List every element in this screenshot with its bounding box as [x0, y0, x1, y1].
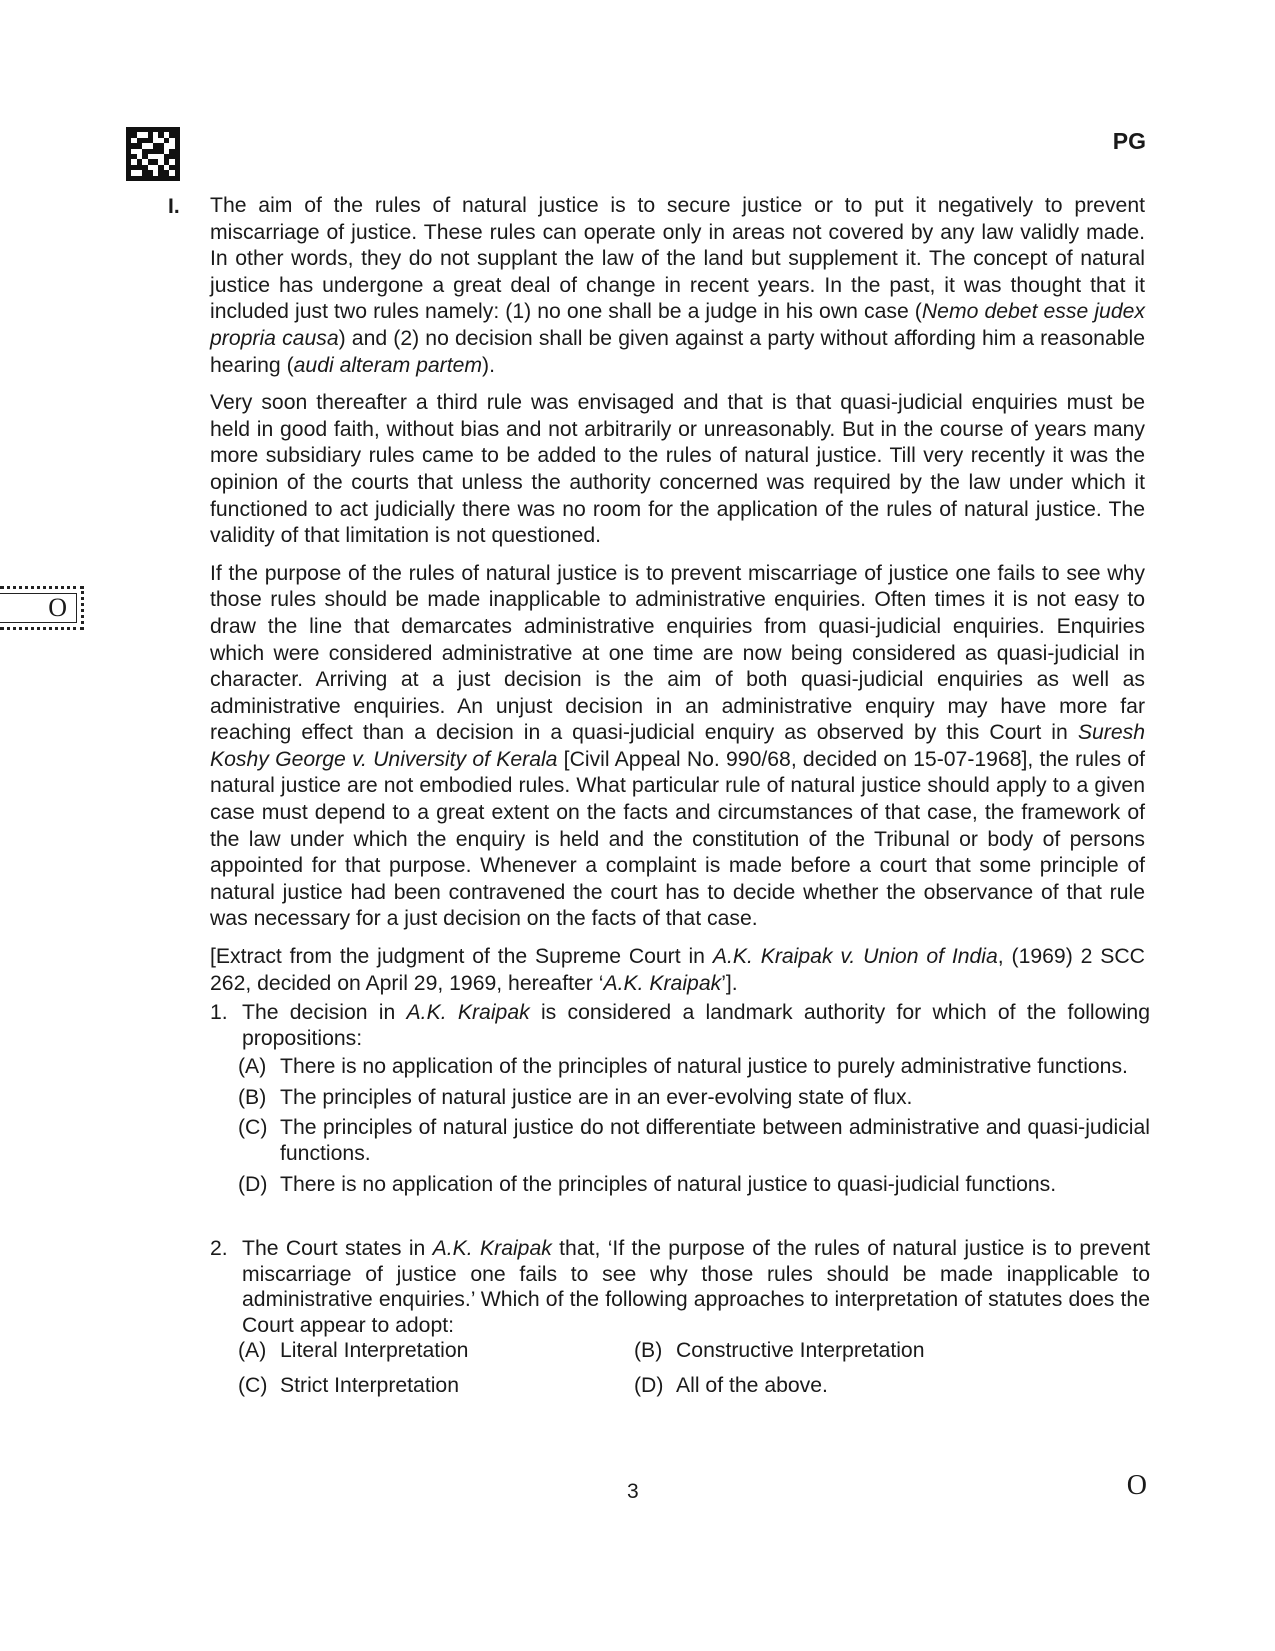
datamatrix-code-icon: [126, 127, 180, 181]
option-label: (D): [634, 1373, 664, 1397]
option-a[interactable]: [238, 1054, 1150, 1080]
side-marker-letter: O: [48, 593, 67, 622]
option-label: (B): [634, 1339, 663, 1363]
option-text: Constructive Interpretation: [676, 1339, 925, 1363]
option-label: (B): [238, 1085, 267, 1109]
passage-citation: [210, 944, 1145, 997]
p1-latin-maxim-2: audi alteram partem: [293, 353, 483, 377]
citation-text-a: [Extract from the judgment of the Supreme Court in: [210, 945, 713, 969]
option-a[interactable]: [238, 1338, 634, 1364]
p3-text-a: If the purpose of the rules of natural justice is to prevent miscarriage of justice one fails to see why those rules should be made inapplicable to administrative enquiries. Often times it is not easy to draw the line that demarcates administrative enquiries from quasi-judicial enquiries. Enquiries which were considered administrative at one time are now being considered as quasi-judicial in character. Arriving at a just decision is the aim of both quasi-judicial enquiries as well as administrative enquiries. An unjust decision in an administrative enquiry may have more far reaching effect than a decision in a quasi-judicial enquiry as observed by this Court in: [210, 561, 1145, 745]
question-number: 2.: [210, 1237, 228, 1260]
p1-latin-maxim-1: Nemo debet esse judex propria causa: [210, 300, 1145, 350]
passage-paragraph-3: [210, 561, 1145, 933]
citation-case-name: A.K. Kraipak v. Union of India: [712, 945, 998, 969]
question-stem: [242, 1236, 1150, 1338]
option-label: (A): [238, 1055, 267, 1079]
option-c[interactable]: [238, 1373, 634, 1399]
passage-paragraph-2: Very soon thereafter a third rule was envisaged and that is that quasi-judicial enquiries must be held in good faith, without bias and not arbitrarily or unreasonably. But in the course of years many more subsidiary rules came to be added to the rules of natural justice. Till very recently it was the opinion of the courts that unless the authority concerned was required by the law under which it functioned to act judicially there was no room for the application of the rules of natural justice. The validity of that limitation is not questioned.: [210, 391, 1145, 548]
option-text: The principles of natural justice are in an ever-evolving state of flux.: [280, 1085, 913, 1109]
option-label: (A): [238, 1339, 267, 1363]
stem-text-a: The Court states in: [242, 1237, 433, 1260]
question-2: [210, 1236, 1150, 1404]
option-text: There is no application of the principles of natural justice to purely administrative functions.: [280, 1055, 1128, 1079]
option-b[interactable]: [634, 1338, 1150, 1364]
question-stem: [242, 1000, 1150, 1051]
series-letter: O: [1126, 1470, 1147, 1501]
stem-case-name: A.K. Kraipak: [406, 1001, 530, 1024]
option-c[interactable]: [238, 1115, 1150, 1166]
option-d[interactable]: [238, 1172, 1150, 1198]
option-text: Literal Interpretation: [280, 1339, 469, 1363]
series-code: PG: [1112, 128, 1146, 154]
option-text: All of the above.: [676, 1373, 828, 1397]
option-text: The principles of natural justice do not differentiate between administrative and quasi-judicial functions.: [280, 1116, 1150, 1165]
option-text: Strict Interpretation: [280, 1373, 459, 1397]
option-label: (D): [238, 1172, 268, 1196]
p1-text-c: ).: [482, 353, 495, 377]
stem-text-b: that, ‘If the purpose of the rules of natural justice is to prevent miscarriage of justice one fails to see why those rules should be made inapplicable to administrative enquiries.’ Which of the following approaches to interpretation of statutes does the Court appear to adopt:: [242, 1237, 1150, 1337]
p1-text-a: The aim of the rules of natural justice is to secure justice or to put it negatively to prevent miscarriage of justice. These rules can operate only in areas not covered by any law validly made. In other words, they do not supplant the law of the land but supplement it. The concept of natural justice has undergone a great deal of change in recent years. In the past, it was thought that it included just two rules namely: (1) no one shall be a judge in his own case (: [210, 194, 1145, 324]
option-d[interactable]: [634, 1373, 1150, 1399]
page-number: 3: [627, 1480, 639, 1503]
stem-text-a: The decision in: [242, 1001, 407, 1024]
passage: [210, 193, 1145, 1008]
p3-text-b: [Civil Appeal No. 990/68, decided on 15-07-1968], the rules of natural justice are not embodied rules. What particular rule of natural justice should apply to a given case must depend to a great extent on the facts and circumstances of that case, the framework of the law under which the enquiry is held and the constitution of the Tribunal or body of persons appointed for that purpose. Whenever a complaint is made before a court that some principle of natural justice had been contravened the court has to decide whether the observance of that rule was necessary for a just decision on the facts of that case.: [210, 747, 1145, 931]
side-series-marker: [0, 586, 84, 630]
option-text: There is no application of the principles of natural justice to quasi-judicial functions.: [280, 1172, 1057, 1196]
option-label: (C): [238, 1373, 268, 1397]
question-number: 1.: [210, 1001, 228, 1024]
option-b[interactable]: [238, 1085, 1150, 1111]
p1-text-b: ) and (2) no decision shall be given against a party without affording him a reasonable hearing (: [210, 326, 1145, 377]
stem-case-name: A.K. Kraipak: [432, 1237, 552, 1260]
option-label: (C): [238, 1116, 268, 1140]
section-label: I.: [168, 195, 180, 218]
citation-text-c: ’].: [721, 971, 738, 995]
question-1: [210, 1000, 1150, 1202]
stem-text-b: is considered a landmark authority for which of the following propositions:: [242, 1001, 1150, 1050]
citation-short-name: A.K. Kraipak: [603, 971, 722, 995]
passage-paragraph-1: [210, 193, 1145, 379]
citation-text-b: , (1969) 2 SCC 262, decided on April 29, 1969, hereafter ‘: [210, 945, 1145, 995]
p3-case-name: Suresh Koshy George v. University of Kerala: [210, 721, 1145, 771]
